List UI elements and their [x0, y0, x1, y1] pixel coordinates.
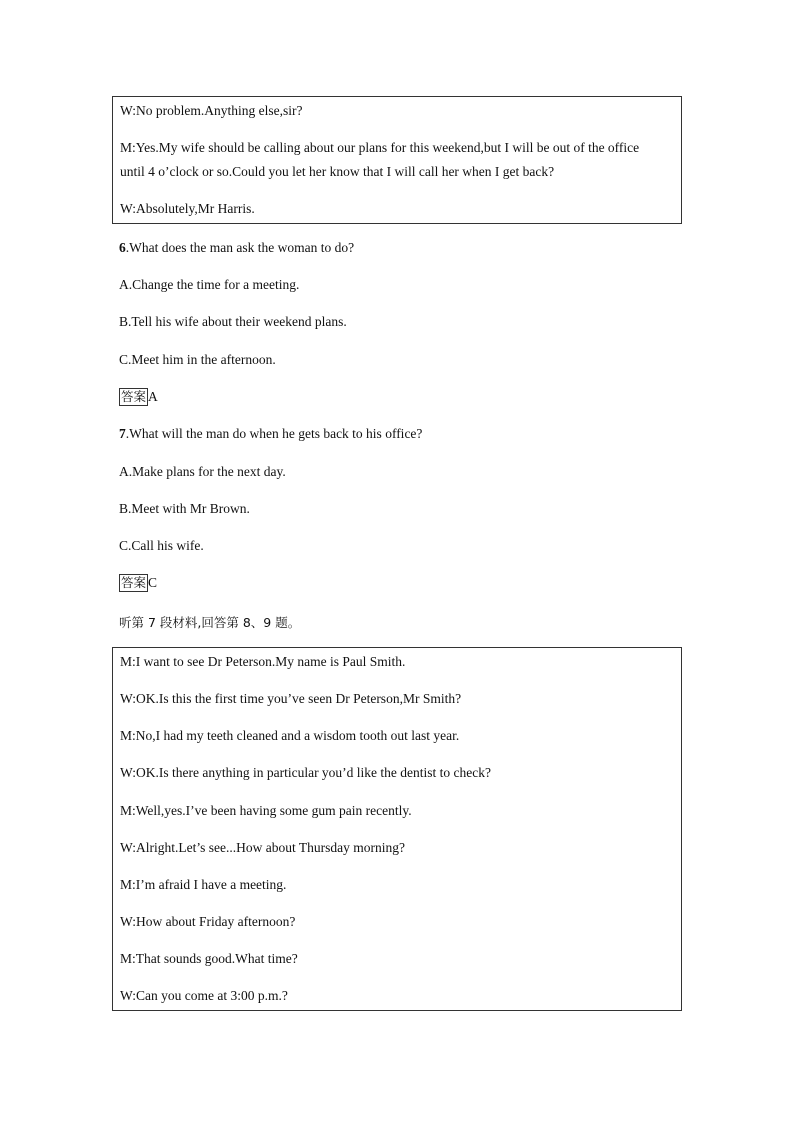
dialogue-line: until 4 o’clock or so.Could you let her know that I will call her when I get back?	[120, 164, 555, 179]
answer-tag: 答案	[121, 575, 147, 590]
option-b: B.Meet with Mr Brown.	[119, 501, 250, 516]
dialogue-line: W:OK.Is this the first time you’ve seen Dr Peterson,Mr Smith?	[120, 691, 462, 706]
question-number: 7	[119, 426, 126, 441]
option-b: B.Tell his wife about their weekend plans.	[119, 314, 347, 329]
answer-6	[119, 388, 158, 406]
option-c: C.Call his wife.	[119, 538, 204, 553]
question-number: 6	[119, 240, 126, 255]
dialogue-line: M:Yes.My wife should be calling about our plans for this weekend,but I will be out of the office	[120, 140, 640, 155]
option-c: C.Meet him in the afternoon.	[119, 352, 276, 367]
question-7	[119, 426, 422, 442]
question-6	[119, 240, 354, 256]
dialogue-box-2	[112, 647, 682, 1011]
dialogue-line: M:That sounds good.What time?	[120, 951, 298, 966]
dialogue-line: W:How about Friday afternoon?	[120, 914, 296, 929]
answer-tag: 答案	[121, 389, 147, 404]
dialogue-line: W:No problem.Anything else,sir?	[120, 103, 303, 118]
dialogue-line: W:Alright.Let’s see...How about Thursday morning?	[120, 840, 405, 855]
answer-value: A	[148, 389, 158, 404]
dialogue-line: W:Absolutely,Mr Harris.	[120, 201, 255, 216]
dialogue-line: W:OK.Is there anything in particular you’d like the dentist to check?	[120, 765, 492, 780]
dialogue-line: W:Can you come at 3:00 p.m.?	[120, 988, 288, 1003]
section-instruction: 听第 7 段材料,回答第 8、9 题。	[119, 615, 301, 630]
dialogue-line: M:I’m afraid I have a meeting.	[120, 877, 287, 892]
answer-7	[119, 574, 157, 592]
answer-value: C	[148, 575, 158, 590]
option-a: A.Change the time for a meeting.	[119, 277, 300, 292]
question-text: .What will the man do when he gets back to his office?	[125, 426, 423, 441]
dialogue-line: M:I want to see Dr Peterson.My name is Paul Smith.	[120, 654, 406, 669]
option-a: A.Make plans for the next day.	[119, 464, 286, 479]
dialogue-box-1	[112, 96, 682, 224]
dialogue-line: M:Well,yes.I’ve been having some gum pain recently.	[120, 803, 412, 818]
dialogue-line: M:No,I had my teeth cleaned and a wisdom tooth out last year.	[120, 728, 460, 743]
question-text: .What does the man ask the woman to do?	[125, 240, 355, 255]
